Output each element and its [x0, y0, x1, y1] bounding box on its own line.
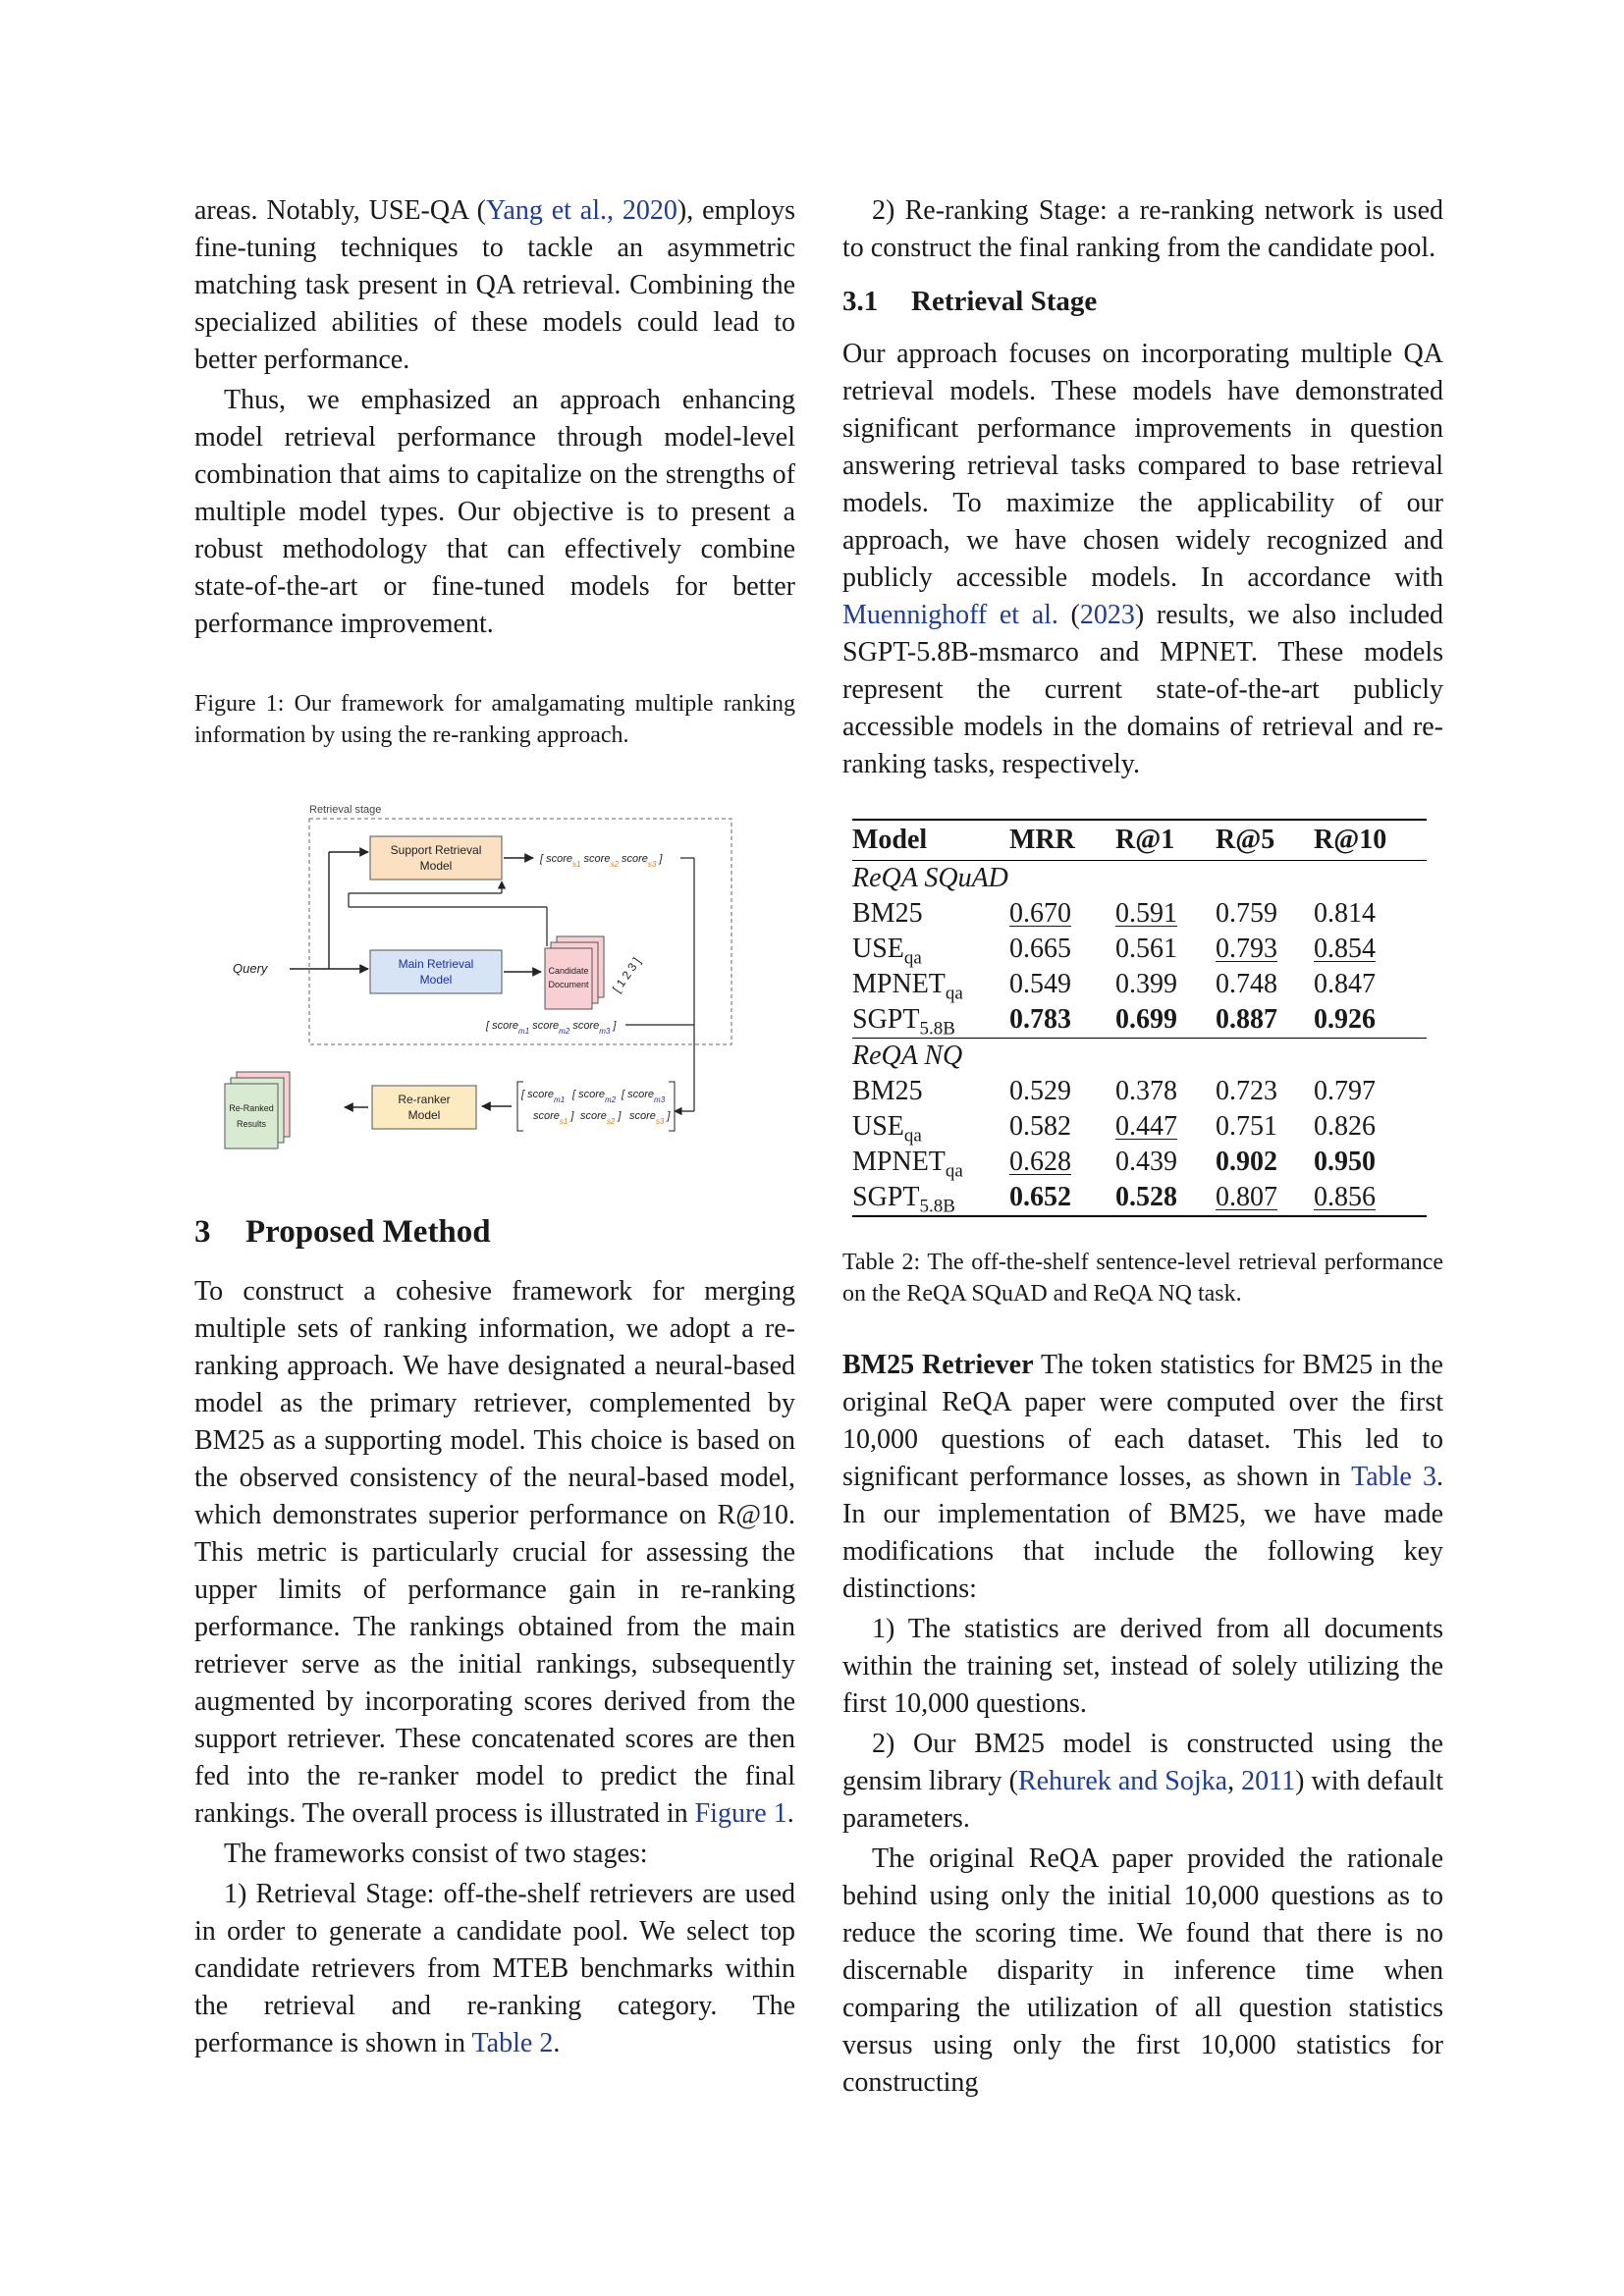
table-ref-link[interactable]: Table 3	[1351, 1462, 1436, 1492]
table-row: $SGPT_{5.8B}$ 0.652 0.528 0.807 0.856	[852, 1180, 1427, 1216]
paragraph-lead: BM25 Retriever	[842, 1350, 1034, 1380]
paragraph: 2) Our BM25 model is constructed using the gensim library (Rehurek and Sojka, 2011) with default parameters.	[842, 1729, 1444, 1834]
table-row: $MPNET_{qa}$ 0.549 0.399 0.748 0.847	[852, 969, 1376, 1004]
reranked-line2: Results	[236, 1119, 267, 1129]
svg-text:[ scorem1: [ score$_{m1}$	[521, 1089, 566, 1104]
subsection-heading	[842, 283, 1443, 320]
candidate-doc-line2: Document	[548, 980, 589, 989]
framework-diagram	[201, 797, 751, 1150]
col-header: R@10	[1314, 820, 1427, 861]
paragraph: 2) Re-ranking Stage: a re-ranking network is used to construct the final ranking from the candidate pool.	[842, 195, 1443, 263]
results-table	[852, 819, 1427, 1217]
support-model-line1: Support Retrieval	[390, 843, 482, 857]
main-model-line2: Model	[419, 973, 453, 987]
paragraph: areas. Notably, USE-QA (Yang et al., 2020), employs fine-tuning techniques to tackle an asymmetric matching task present in QA retrieval. Combining the specialized abilities of these models could lead to better performance.	[194, 195, 795, 375]
table-row: $USE_{qa}$ 0.582 0.447 0.751 0.826	[852, 1111, 1376, 1147]
paragraph: The original ReQA paper provided the rationale behind using only the initial 10,000 questions as to reduce the scoring time. We found that there is no discernable disparity in inference time when comparing the utilization of all question statistics versus using only the first 10,000 statistics for constructing	[842, 1843, 1443, 2098]
table-ref-link[interactable]: Table 2	[471, 2028, 554, 2058]
svg-text:scores1 ]: score$_{s1}$ ]	[533, 1110, 574, 1126]
subsection-title: Retrieval Stage	[911, 286, 1098, 317]
svg-text:scores3 ]: score$_{s3}$ ]	[629, 1110, 671, 1126]
col-header: Model	[852, 820, 1009, 861]
paragraph: 1) Retrieval Stage: off-the-shelf retrievers are used in order to generate a candidate pool. We select top candidate retrievers from MTEB benchmarks within the retrieval and re-ranking category. The performance is shown in Table 2.	[194, 1879, 795, 2058]
table-row: $SGPT_{5.8B}$ 0.783 0.699 0.887 0.926	[852, 1004, 1376, 1040]
candidate-document-stack	[545, 936, 604, 1009]
svg-text:[ scorem3: [ score$_{m3}$	[622, 1089, 666, 1104]
reranker-line1: Re-ranker	[398, 1093, 451, 1106]
right-column	[842, 192, 1443, 2102]
svg-text:[ scorem2: [ score$_{m2}$	[572, 1089, 617, 1104]
table-header-row	[852, 820, 1427, 861]
col-header: MRR	[1009, 820, 1115, 861]
rank-list: [ 1 2 3 ]	[609, 954, 644, 995]
subsection-number: 3.1	[842, 286, 879, 317]
main-scores: [ score$_{m1}$ score$_{m2}$ score$_{m3}$ ]	[486, 1020, 617, 1036]
section-heading	[194, 1212, 795, 1252]
query-label: Query	[233, 961, 268, 976]
table-caption: Table 2: The off-the-shelf sentence-level retrieval performance on the ReQA SQuAD and ReQA NQ task.	[842, 1250, 1443, 1307]
figure-caption: Figure 1: Our framework for amalgamating multiple ranking information by using the re-ranking approach.	[194, 691, 795, 748]
paragraph: Our approach focuses on incorporating multiple QA retrieval models. These models have demonstrated significant performance improvements in question answering retrieval tasks compared to base retrieval models. To maximize the applicability of our approach, we have chosen widely recognized and publicly accessible models. In accordance with Muennighoff et al. (2023) results, we also included SGPT-5.8B-msmarco and MPNET. These models represent the current state-of-the-art publicly accessible models in the domains of retrieval and re-ranking tasks, respectively.	[842, 339, 1444, 779]
table-row: BM25 0.670 0.591 0.759 0.814	[852, 898, 1376, 929]
candidate-doc-line1: Candidate	[548, 966, 589, 976]
paragraph: To construct a cohesive framework for merging multiple sets of ranking information, we adopt a re-ranking approach. We have designated a neural-based model as the primary retriever, complemented by BM25 as a supporting model. This choice is based on the observed consistency of the neural-based model, which demonstrates superior performance on R@10. This metric is particularly crucial for assessing the upper limits of performance gain in re-ranking performance. The rankings obtained from the main retriever serve as the initial rankings, subsequently augmented by incorporating scores derived from the support retriever. These concatenated scores are then fed into the re-ranker model to predict the final rankings. The overall process is illustrated in Figure 1.	[194, 1276, 795, 1829]
paragraph: 1) The statistics are derived from all documents within the training set, instead of solely utilizing the first 10,000 questions.	[842, 1614, 1443, 1719]
table-group-row: ReQA SQuAD	[852, 863, 1008, 893]
support-scores: [ score$_{s1}$ score$_{s2}$ score$_{s3}$ ]	[540, 853, 663, 869]
reranked-line1: Re-Ranked	[229, 1103, 274, 1113]
citation-link[interactable]: Muennighoff et al.	[842, 600, 1058, 630]
reranked-results-stack	[225, 1072, 290, 1148]
reranker-line2: Model	[407, 1108, 441, 1122]
citation-link[interactable]: Rehurek and Sojka	[1017, 1766, 1228, 1796]
citation-year-link[interactable]: 2011	[1241, 1766, 1296, 1796]
section-number: 3	[194, 1214, 211, 1250]
table-row: $MPNET_{qa}$ 0.628 0.439 0.902 0.950	[852, 1147, 1376, 1182]
table-group-row: ReQA NQ	[852, 1039, 1427, 1075]
svg-text:scores2 ]: score$_{s2}$ ]	[580, 1110, 622, 1126]
citation-year-link[interactable]: 2023	[1079, 600, 1135, 630]
table-row: BM25 0.529 0.378 0.723 0.797	[852, 1076, 1376, 1106]
citation-link[interactable]: Yang et al., 2020	[485, 195, 677, 226]
col-header: R@5	[1216, 820, 1314, 861]
support-model-line2: Model	[419, 859, 453, 873]
section-title: Proposed Method	[245, 1214, 491, 1250]
main-model-line1: Main Retrieval	[398, 957, 474, 971]
framework-figure	[201, 797, 751, 1150]
col-header: R@1	[1115, 820, 1216, 861]
combined-score-matrix	[517, 1082, 675, 1131]
table-row: $USE_{qa}$ 0.665 0.561 0.793 0.854	[852, 934, 1376, 969]
paragraph: The frameworks consist of two stages:	[224, 1839, 648, 1869]
paragraph: Thus, we emphasized an approach enhancing model retrieval performance through model-level combination that aims to capitalize on the strengths of multiple model types. Our objective is to present a robust methodology that can effectively combine state-of-the-art or fine-tuned models for better performance improvement.	[194, 385, 795, 639]
paragraph: BM25 Retriever The token statistics for BM25 in the original ReQA paper were computed over the first 10,000 questions of each dataset. This led to significant performance losses, as shown in Table 3. In our implementation of BM25, we have made modifications that include the following key distinctions:	[842, 1350, 1443, 1604]
retrieval-stage-label: Retrieval stage	[309, 804, 382, 816]
figure-ref-link[interactable]: Figure 1	[694, 1798, 787, 1829]
